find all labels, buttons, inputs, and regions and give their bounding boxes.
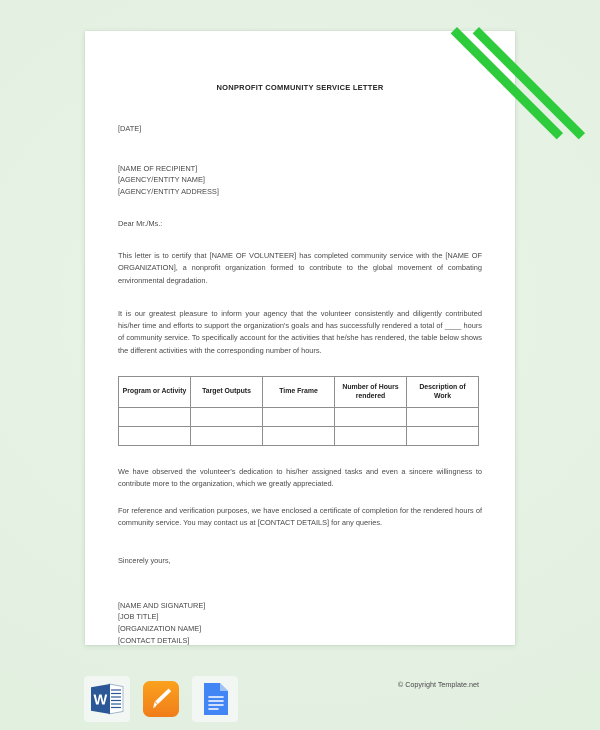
document-page-preview[interactable] (85, 31, 515, 690)
apple-pages-icon[interactable] (138, 676, 184, 722)
signature-block (118, 600, 482, 646)
paragraph-certification: This letter is to certify that [NAME OF VOLUNTEER] has completed community service with the [NAME OF ORGANIZATION], a nonprofit organization formed to contribute to the global movement of combating environmental degradation. (118, 250, 482, 285)
table-cell (407, 408, 479, 427)
document-title: NONPROFIT COMMUNITY SERVICE LETTER (216, 83, 384, 92)
microsoft-word-icon[interactable] (84, 676, 130, 722)
table-cell (191, 408, 263, 427)
svg-text:W: W (93, 692, 108, 709)
column-header-number-of-hours-rendered: Number of Hours rendered (335, 377, 407, 408)
column-header-description-of-work: Description of Work (407, 377, 479, 408)
salutation: Dear Mr./Ms.: (118, 219, 163, 229)
google-docs-icon[interactable] (192, 676, 238, 722)
signature-contact-details: [CONTACT DETAILS] (118, 635, 190, 645)
file-format-icon-bar (84, 676, 238, 722)
table-header-row (119, 377, 479, 408)
activity-table (118, 376, 479, 446)
column-header-time-frame: Time Frame (263, 377, 335, 408)
column-header-target-outputs: Target Outputs (191, 377, 263, 408)
table-cell (263, 427, 335, 446)
table-cell (263, 408, 335, 427)
recipient-block (118, 163, 482, 198)
signature-name: [NAME AND SIGNATURE] (118, 600, 206, 610)
table-row (119, 427, 479, 446)
date-placeholder: [DATE] (118, 124, 142, 133)
closing-salutation: Sincerely yours, (118, 556, 171, 566)
recipient-name: [NAME OF RECIPIENT] (118, 163, 198, 173)
signature-job-title: [JOB TITLE] (118, 612, 159, 622)
column-header-program-or-activity: Program or Activity (119, 377, 191, 408)
paragraph-verification: For reference and verification purposes, we have enclosed a certificate of completion for the rendered hours of community service. You may contact us at [CONTACT DETAILS] for any queries. (118, 505, 482, 527)
table-cell (407, 427, 479, 446)
copyright-notice: © Copyright Template.net (397, 680, 479, 690)
table-cell (335, 427, 407, 446)
table-cell (335, 408, 407, 427)
recipient-agency-address: [AGENCY/ENTITY ADDRESS] (118, 186, 219, 196)
table-cell (119, 408, 191, 427)
recipient-agency-name: [AGENCY/ENTITY NAME] (118, 175, 205, 185)
signature-organization-name: [ORGANIZATION NAME] (118, 624, 202, 634)
table-cell (119, 427, 191, 446)
table-cell (191, 427, 263, 446)
paragraph-hours-summary: It is our greatest pleasure to inform your agency that the volunteer consistently and diligently contributed his/her time and efforts to support the organization's goals and has successfully rendered a total of ____ hours of community service. To specifically account for the activities that he/she has rendered, the table below shows the different activities with the corresponding number of hours. (118, 308, 482, 355)
table-row (119, 408, 479, 427)
paragraph-observation: We have observed the volunteer's dedication to his/her assigned tasks and even a sincere willingness to contribute more to the organization, which we greatly appreciated. (118, 467, 482, 489)
